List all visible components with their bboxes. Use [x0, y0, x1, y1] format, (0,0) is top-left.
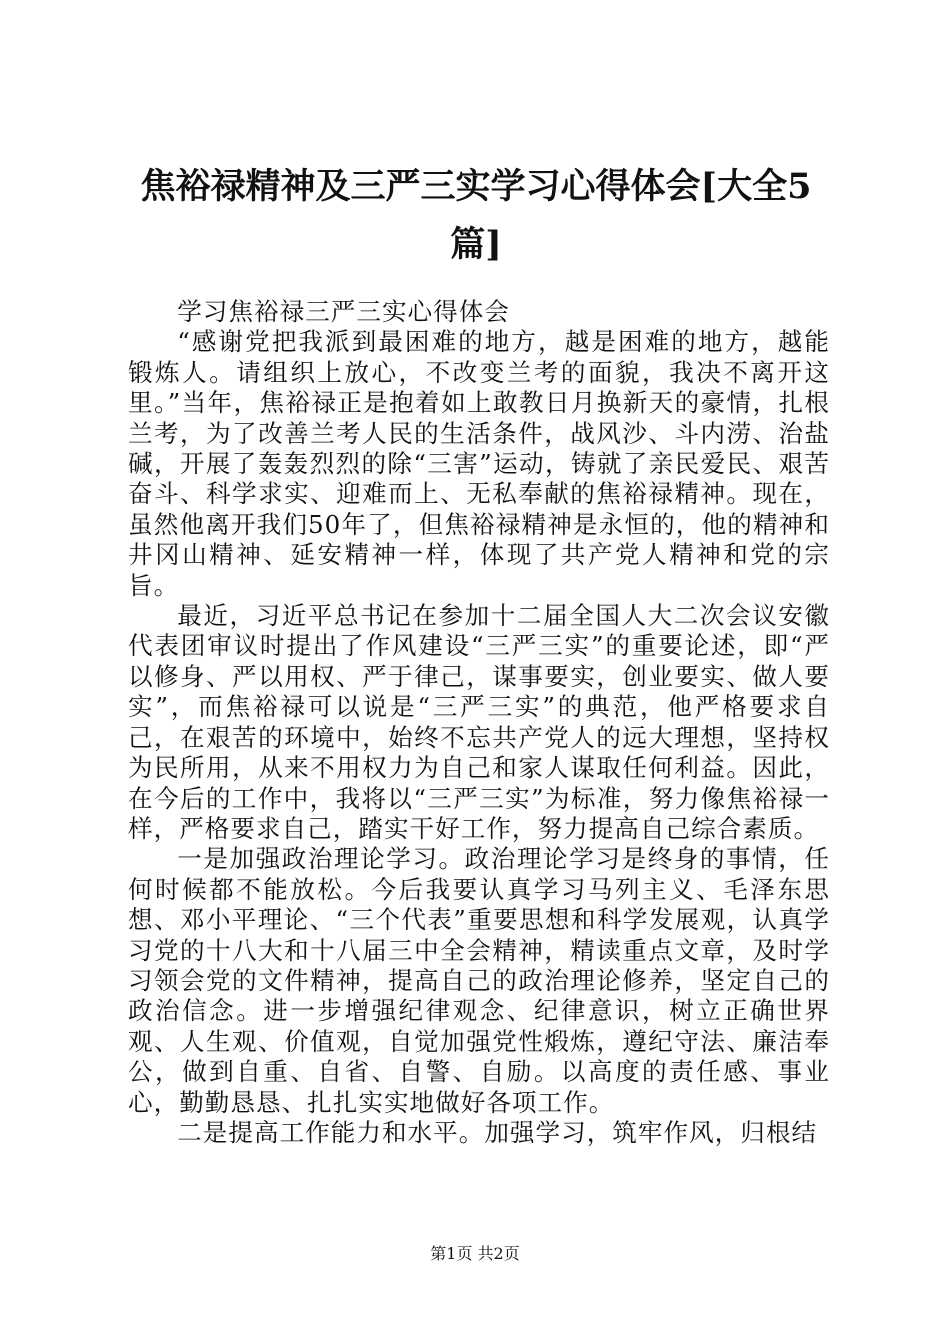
body-paragraph: 一是加强政治理论学习。政治理论学习是终身的事情，任何时候都不能放松。今后我要认真学习马列主义、毛泽东思想、邓小平理论、“三个代表”重要思想和科学发展观，认真学习党的十八大和十八届三中全会精神，精读重点文章，及时学习领会党的文件精神，提高自己的政治理论修养，坚定自己的政治信念。进一步增强纪律观念、纪律意识，树立正确世界观、人生观、价值观，自觉加强党性煅炼，遵纪守法、廉洁奉公，做到自重、自省、自警、自励。以高度的责任感、事业心，勤勤恳恳、扎扎实实地做好各项工作。: [128, 844, 830, 1117]
body-paragraph: 二是提高工作能力和水平。加强学习，筑牢作风，归根结: [177, 1117, 818, 1147]
page-number-footer: 第1页 共2页: [430, 1244, 520, 1263]
subtitle-paragraph: 学习焦裕禄三严三实心得体会: [177, 297, 510, 326]
body-paragraph: “感谢党把我派到最困难的地方，越是困难的地方，越能锻炼人。请组织上放心，不改变兰考的面貌，我决不离开这里。”当年，焦裕禄正是抱着如上敢教日月换新天的豪情，扎根兰考，为了改善兰考人民的生活条件，战风沙、斗内涝、治盐碱，开展了轰轰烈烈的除“三害”运动，铸就了亲民爱民、艰苦奋斗、科学求实、迎难而上、无私奉献的焦裕禄精神。现在，虽然他离开我们50年了，但焦裕禄精神是永恒的，他的精神和井冈山精神、延安精神一样，体现了共产党人精神和党的宗旨。: [128, 327, 830, 600]
document-body: [128, 297, 830, 1148]
body-paragraph: 最近，习近平总书记在参加十二届全国人大二次会议安徽代表团审议时提出了作风建设“三严三实”的重要论述，即“严以修身、严以用权、严于律己，谋事要实，创业要实、做人要实”，而焦裕禄可以说是“三严三实”的典范，他严格要求自己，在艰苦的环境中，始终不忘共产党人的远大理想，坚持权为民所用，从来不用权力为自己和家人谋取任何利益。因此，在今后的工作中，我将以“三严三实”为标准，努力像焦裕禄一样，严格要求自己，踏实干好工作，努力提高自己综合素质。: [128, 601, 830, 843]
document-title: 焦裕禄精神及三严三实学习心得体会[大全5篇]: [140, 166, 812, 265]
